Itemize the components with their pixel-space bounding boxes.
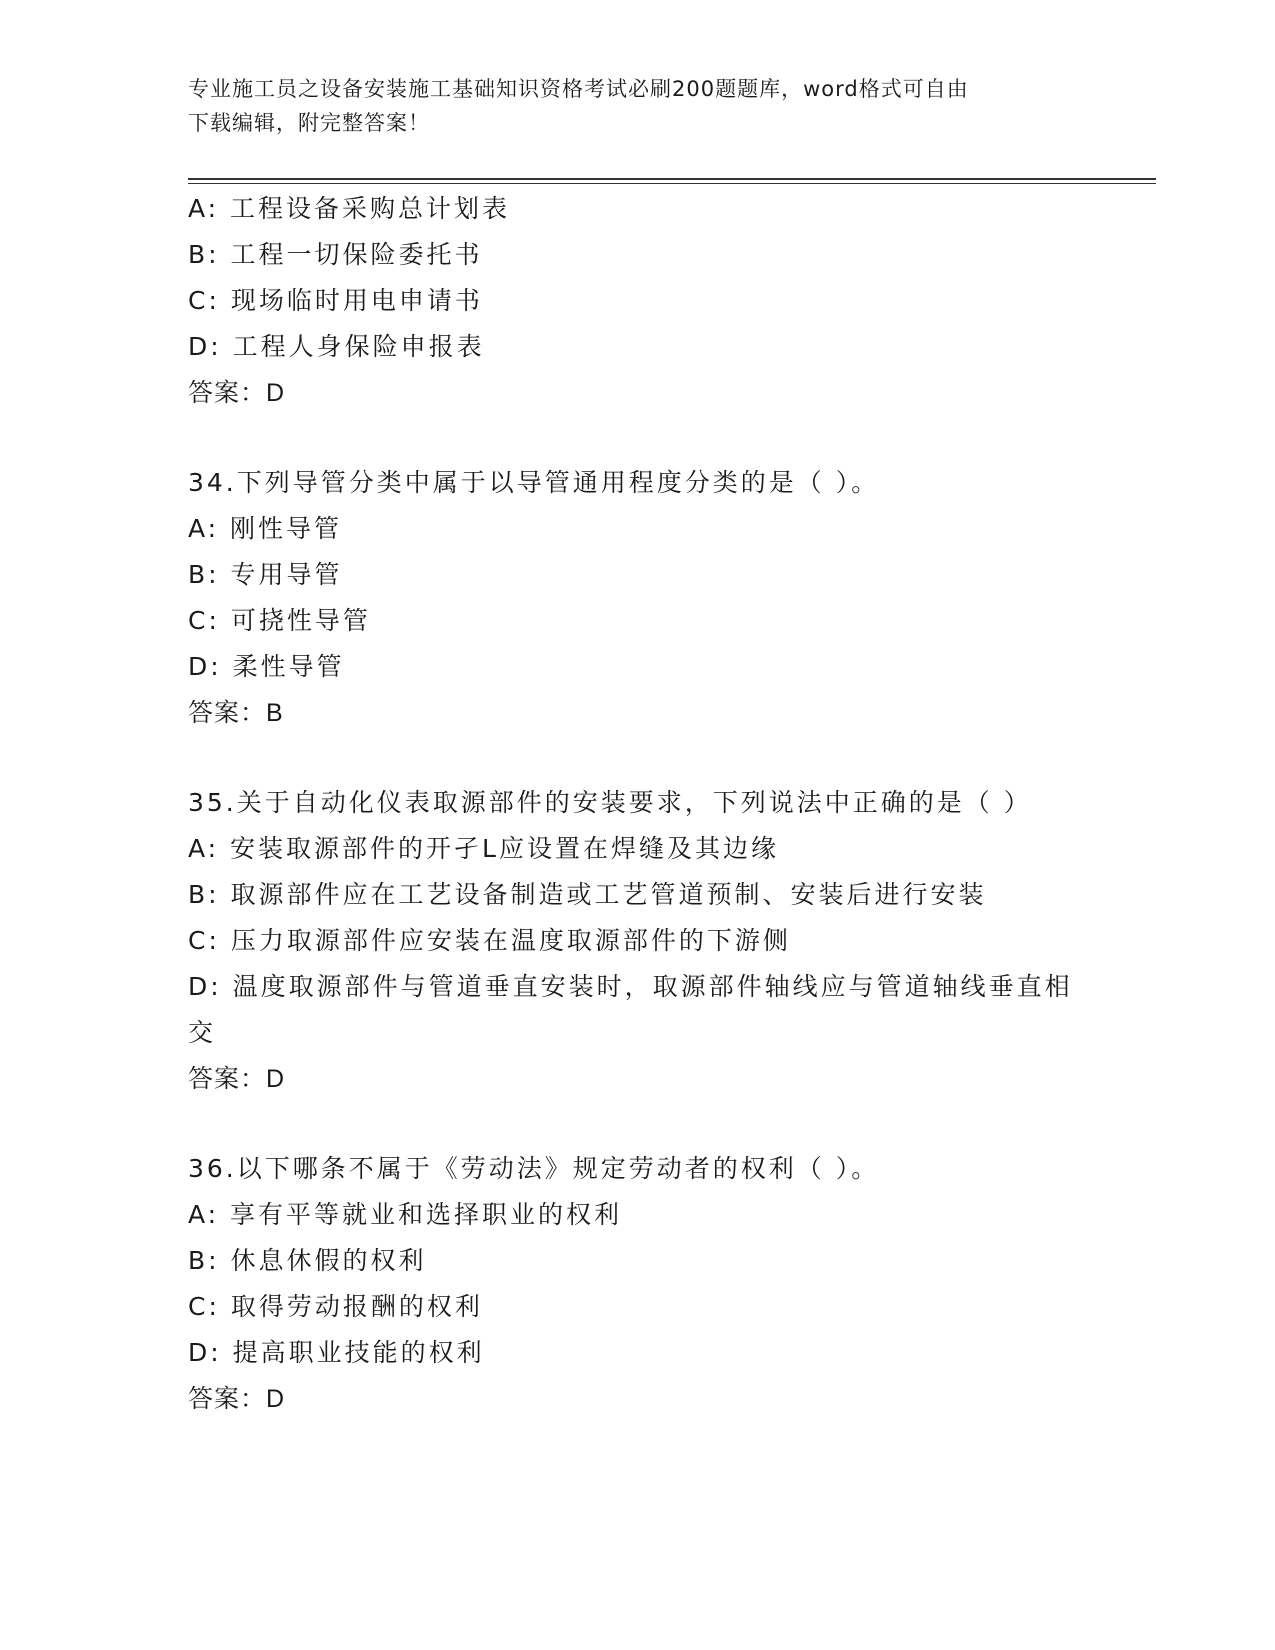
document-header: [188, 72, 1068, 140]
option-c: C: 可挠性导管: [188, 606, 371, 635]
question-spacer: [188, 736, 1088, 780]
header-divider-thin: [188, 183, 1156, 184]
question-33: [188, 186, 1088, 416]
option-a: A: 刚性导管: [188, 514, 343, 543]
option-d: D: 柔性导管: [188, 652, 345, 681]
answer-line: 答案：B: [188, 699, 284, 727]
question-stem: 34.下列导管分类中属于以导管通用程度分类的是（ ）。: [188, 468, 880, 497]
option-a: A: 安装取源部件的开孑L应设置在焊缝及其边缘: [188, 834, 779, 863]
question-list: [188, 186, 1088, 1422]
option-a: A: 工程设备采购总计划表: [188, 194, 511, 223]
option-b: B: 取源部件应在工艺设备制造或工艺管道预制、安装后进行安装: [188, 880, 987, 909]
question-spacer: [188, 416, 1088, 460]
option-b: B: 休息休假的权利: [188, 1246, 427, 1275]
question-36: [188, 1146, 1088, 1422]
answer-line: 答案：D: [188, 1065, 286, 1093]
header-title-line-2: 下载编辑，附完整答案！: [188, 111, 430, 135]
header-title-line-1: 专业施工员之设备安装施工基础知识资格考试必刷200题题库，word格式可自由: [188, 77, 969, 101]
question-stem: 35.关于自动化仪表取源部件的安装要求，下列说法中正确的是（ ）: [188, 788, 1032, 817]
question-35: [188, 780, 1088, 1102]
option-b: B: 工程一切保险委托书: [188, 240, 483, 269]
option-d: D: 温度取源部件与管道垂直安装时，取源部件轴线应与管道轴线垂直相交: [188, 972, 1073, 1047]
header-divider-thick: [188, 178, 1156, 180]
option-c: C: 取得劳动报酬的权利: [188, 1292, 483, 1321]
question-stem: 36.以下哪条不属于《劳动法》规定劳动者的权利（ ）。: [188, 1154, 880, 1183]
question-34: [188, 460, 1088, 736]
option-c: C: 压力取源部件应安装在温度取源部件的下游侧: [188, 926, 791, 955]
answer-line: 答案：D: [188, 379, 286, 407]
option-c: C: 现场临时用电申请书: [188, 286, 483, 315]
answer-line: 答案：D: [188, 1385, 286, 1413]
option-b: B: 专用导管: [188, 560, 343, 589]
question-spacer: [188, 1102, 1088, 1146]
option-d: D: 工程人身保险申报表: [188, 332, 485, 361]
option-d: D: 提高职业技能的权利: [188, 1338, 485, 1367]
option-a: A: 享有平等就业和选择职业的权利: [188, 1200, 623, 1229]
